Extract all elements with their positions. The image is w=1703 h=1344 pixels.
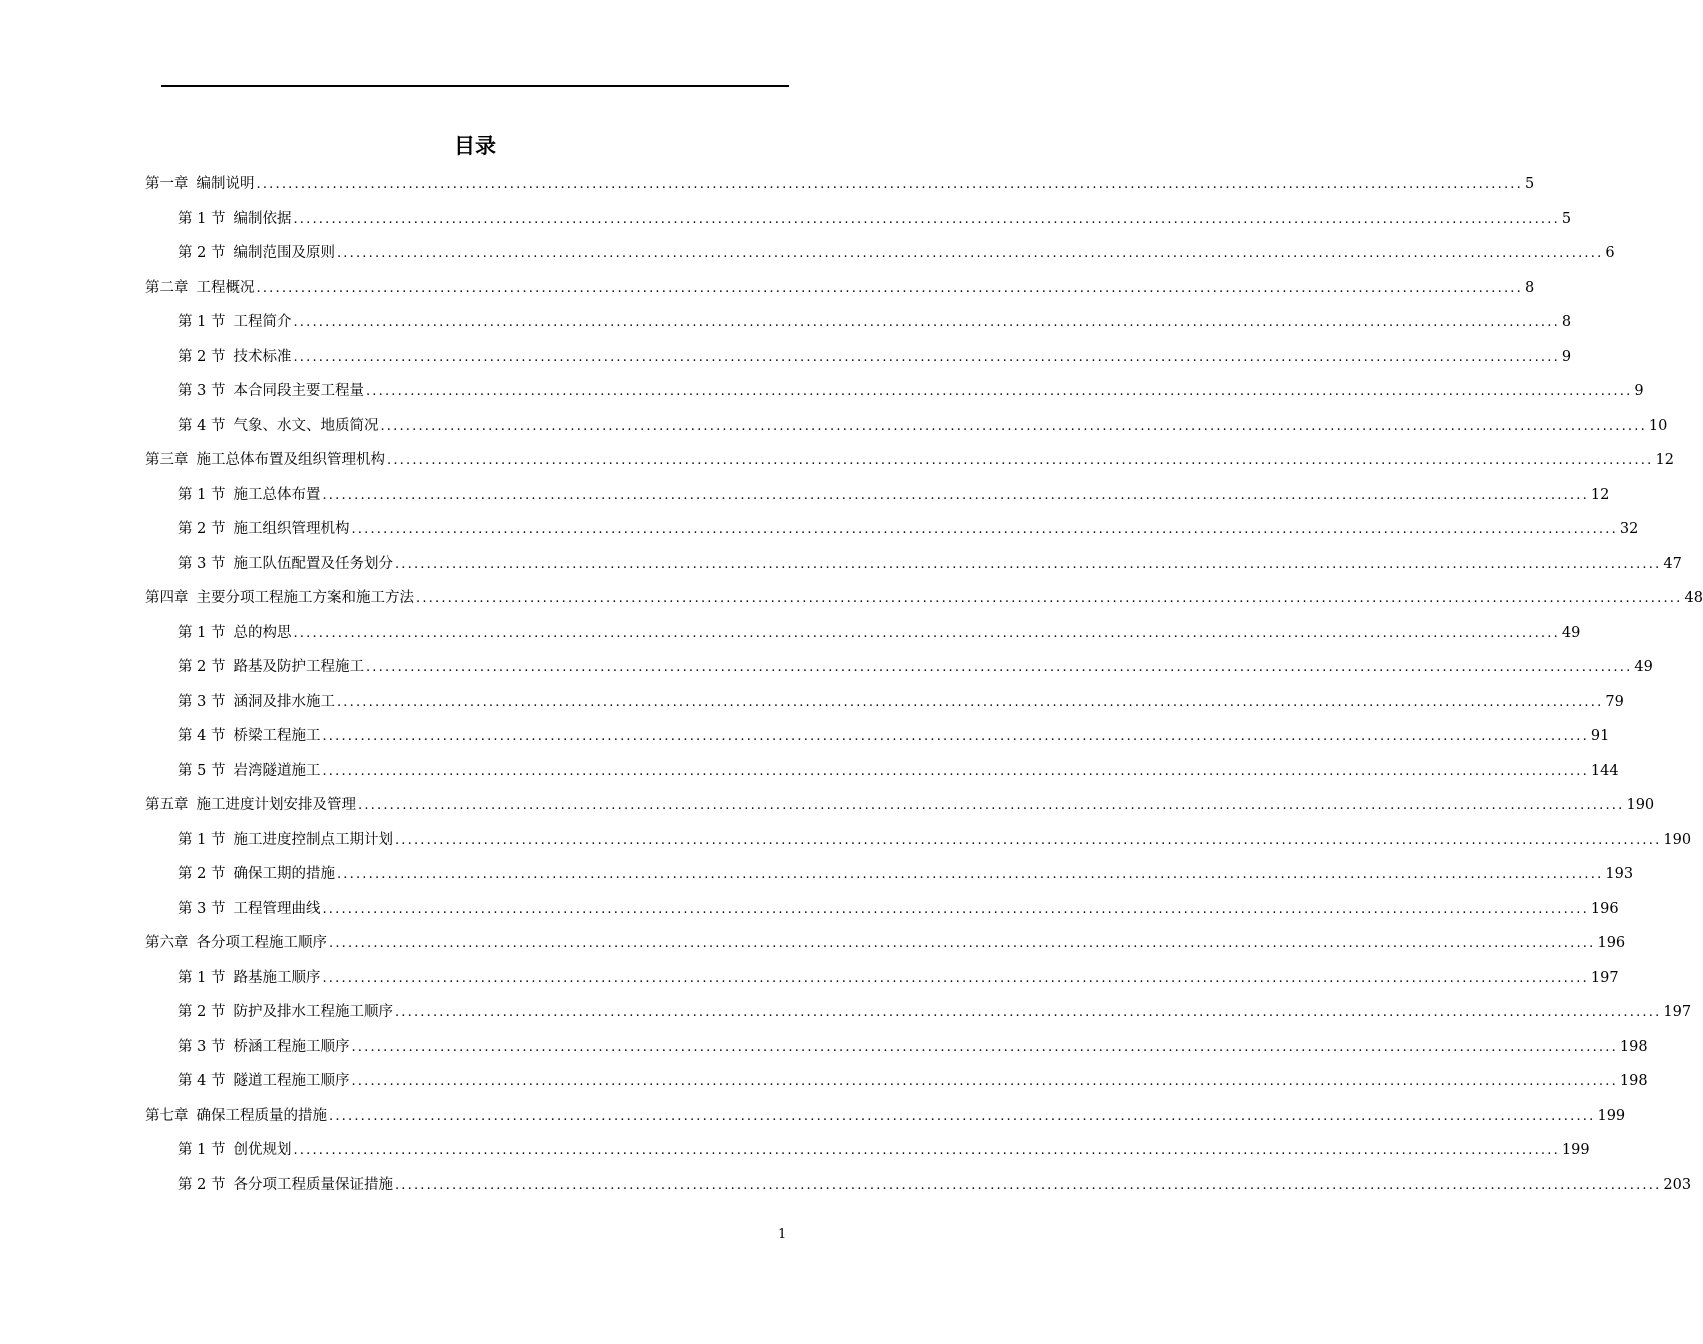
toc-entry-number: 第 2 节: [178, 659, 226, 675]
toc-entry-label: [178, 343, 291, 371]
toc-entry-label: [178, 653, 364, 681]
toc-dot-leader: ........................................................................................................................................................................................................: [322, 970, 1589, 986]
page-number: 1: [778, 1227, 787, 1242]
toc-entry-label: [145, 446, 385, 474]
toc-entry-text: 施工组织管理机构: [233, 521, 350, 537]
toc-entry-number: 第二章: [145, 279, 189, 296]
toc-dot-leader: ........................................................................................................................................................................................................: [358, 798, 1625, 813]
toc-entry-page: 32: [1619, 521, 1639, 537]
toc-entry-text: 工程概况: [196, 279, 255, 296]
toc-entry-page: 197: [1663, 1004, 1692, 1020]
toc-entry-label: [145, 791, 356, 819]
toc-entry-number: 第三章: [145, 452, 189, 468]
toc-section-entry[interactable]: [145, 895, 1619, 930]
toc-entry-text: 编制范围及原则: [233, 245, 335, 261]
toc-entry-number: 第 1 节: [178, 969, 226, 986]
toc-entry-label: [178, 239, 335, 267]
toc-entry-page: 8: [1524, 279, 1535, 296]
toc-entry-label: [145, 274, 255, 302]
toc-section-entry[interactable]: [145, 481, 1610, 516]
toc-entry-label: [145, 1102, 327, 1130]
toc-entry-label: [178, 722, 320, 750]
toc-dot-leader: ........................................................................................................................................................................................................: [394, 1005, 1662, 1020]
toc-chapter-entry[interactable]: [145, 274, 1535, 309]
toc-dot-leader: ........................................................................................................................................................................................................: [322, 487, 1589, 503]
toc-section-entry[interactable]: [145, 757, 1619, 792]
toc-entry-text: 防护及排水工程施工顺序: [233, 1004, 393, 1020]
toc-entry-number: 第 2 节: [178, 348, 226, 365]
toc-entry-label: [178, 998, 393, 1026]
toc-entry-label: [178, 1136, 291, 1164]
toc-entry-text: 施工总体布置: [233, 486, 321, 503]
toc-dot-leader: ........................................................................................................................................................................................................: [322, 729, 1589, 744]
toc-entry-label: [145, 584, 414, 612]
toc-entry-number: 第一章: [145, 176, 189, 192]
toc-entry-text: 桥涵工程施工顺序: [233, 1038, 350, 1055]
toc-dot-leader: ........................................................................................................................................................................................................: [293, 1143, 1560, 1158]
toc-entry-text: 路基及防护工程施工: [233, 659, 364, 675]
toc-entry-number: 第 3 节: [178, 383, 226, 399]
toc-entry-number: 第 1 节: [178, 1142, 226, 1158]
toc-entry-number: 第 4 节: [178, 728, 226, 744]
toc-entry-label: [178, 481, 320, 509]
toc-entry-page: 196: [1590, 900, 1619, 917]
toc-entry-label: [178, 757, 320, 785]
toc-entry-label: [178, 377, 364, 405]
toc-entry-page: 6: [1605, 245, 1615, 261]
toc-section-entry[interactable]: [145, 826, 1692, 861]
toc-entry-page: 49: [1634, 659, 1653, 675]
toc-entry-page: 8: [1561, 314, 1572, 330]
toc-entry-text: 岩湾隧道施工: [233, 762, 321, 779]
toc-dot-leader: ........................................................................................................................................................................................................: [365, 384, 1633, 399]
toc-entry-label: [178, 826, 393, 854]
toc-entry-number: 第 1 节: [178, 210, 226, 227]
toc-dot-leader: ........................................................................................................................................................................................................: [256, 280, 1523, 296]
toc-dot-leader: ........................................................................................................................................................................................................: [336, 867, 1604, 882]
toc-entry-label: [178, 688, 335, 716]
toc-section-entry[interactable]: [145, 860, 1634, 895]
toc-entry-text: 施工总体布置及组织管理机构: [196, 452, 385, 468]
toc-section-entry[interactable]: [145, 515, 1639, 550]
toc-entry-number: 第 3 节: [178, 900, 226, 917]
toc-entry-text: 创优规划: [233, 1142, 292, 1158]
toc-entry-label: [178, 205, 291, 233]
toc-section-entry[interactable]: [145, 964, 1619, 999]
toc-entry-text: 路基施工顺序: [233, 969, 321, 986]
toc-dot-leader: ........................................................................................................................................................................................................: [329, 936, 1596, 951]
toc-entry-page: 9: [1561, 348, 1572, 365]
toc-entry-number: 第 2 节: [178, 245, 226, 261]
toc-entry-number: 第 2 节: [178, 1004, 226, 1020]
toc-entry-text: 技术标准: [233, 348, 292, 365]
toc-chapter-entry[interactable]: [145, 170, 1535, 205]
toc-entry-page: 49: [1561, 624, 1581, 641]
toc-entry-number: 第 5 节: [178, 762, 226, 779]
toc-entry-text: 涵洞及排水施工: [233, 693, 335, 710]
toc-entry-text: 隧道工程施工顺序: [233, 1073, 350, 1089]
toc-section-entry[interactable]: [145, 1067, 1648, 1102]
toc-entry-number: 第 3 节: [178, 555, 226, 572]
toc-entry-text: 编制依据: [233, 210, 292, 227]
toc-dot-leader: ........................................................................................................................................................................................................: [329, 1108, 1596, 1124]
toc-entry-number: 第 3 节: [178, 1038, 226, 1055]
toc-entry-number: 第 2 节: [178, 1176, 226, 1193]
toc-dot-leader: ........................................................................................................................................................................................................: [351, 1039, 1618, 1055]
toc-dot-leader: ........................................................................................................................................................................................................: [336, 694, 1604, 710]
toc-chapter-entry[interactable]: [145, 929, 1626, 964]
toc-entry-page: 12: [1655, 452, 1674, 468]
toc-entry-page: 91: [1590, 728, 1610, 744]
toc-entry-page: 79: [1605, 693, 1624, 710]
toc-section-entry[interactable]: [145, 653, 1653, 688]
toc-entry-text: 各分项工程施工顺序: [196, 935, 327, 951]
toc-entry-label: [178, 895, 320, 923]
toc-entry-text: 施工进度计划安排及管理: [196, 797, 356, 813]
toc-entry-page: 47: [1663, 555, 1682, 572]
toc-dot-leader: ........................................................................................................................................................................................................: [322, 901, 1589, 917]
toc-dot-leader: ........................................................................................................................................................................................................: [351, 522, 1618, 537]
toc-entry-label: [178, 964, 320, 992]
toc-section-entry[interactable]: [145, 1033, 1648, 1068]
toc-entry-number: 第 2 节: [178, 521, 226, 537]
toc-dot-leader: ........................................................................................................................................................................................................: [293, 211, 1560, 227]
toc-dot-leader: ........................................................................................................................................................................................................: [394, 556, 1662, 572]
toc-dot-leader: ........................................................................................................................................................................................................: [380, 418, 1647, 434]
toc-entry-page: 203: [1663, 1176, 1692, 1193]
toc-entry-page: 197: [1590, 969, 1619, 986]
toc-section-entry[interactable]: [145, 550, 1682, 585]
toc-section-entry[interactable]: [145, 688, 1624, 723]
toc-entry-page: 5: [1561, 210, 1572, 227]
toc-entry-number: 第五章: [145, 797, 189, 813]
toc-entry-number: 第 1 节: [178, 624, 226, 641]
toc-entry-label: [178, 860, 335, 888]
toc-entry-page: 10: [1648, 417, 1668, 434]
toc-dot-leader: ........................................................................................................................................................................................................: [394, 1177, 1662, 1193]
toc-dot-leader: ........................................................................................................................................................................................................: [293, 625, 1560, 641]
toc-section-entry[interactable]: [145, 998, 1692, 1033]
header-rule: [161, 85, 789, 87]
toc-section-entry[interactable]: [145, 308, 1572, 343]
toc-entry-page: 48: [1684, 590, 1703, 606]
toc-entry-text: 主要分项工程施工方案和施工方法: [196, 590, 414, 606]
toc-entry-page: 199: [1561, 1142, 1590, 1158]
toc-entry-number: 第七章: [145, 1107, 189, 1124]
toc-entry-text: 桥梁工程施工: [233, 728, 321, 744]
toc-section-entry[interactable]: [145, 619, 1581, 654]
toc-entry-number: 第六章: [145, 935, 189, 951]
toc-chapter-entry[interactable]: [145, 791, 1655, 826]
toc-entry-text: 各分项工程质量保证措施: [233, 1176, 393, 1193]
toc-entry-number: 第 1 节: [178, 486, 226, 503]
toc-entry-number: 第 1 节: [178, 314, 226, 330]
toc-entry-text: 气象、水文、地质简况: [233, 417, 379, 434]
toc-entry-label: [178, 619, 291, 647]
toc-dot-leader: ........................................................................................................................................................................................................: [293, 349, 1560, 365]
toc-entry-number: 第 2 节: [178, 866, 226, 882]
toc-entry-label: [178, 308, 291, 336]
toc-dot-leader: ........................................................................................................................................................................................................: [293, 315, 1560, 330]
toc-entry-label: [145, 170, 255, 198]
toc-dot-leader: ........................................................................................................................................................................................................: [351, 1074, 1618, 1089]
toc-entry-number: 第四章: [145, 590, 189, 606]
toc-chapter-entry[interactable]: [145, 584, 1703, 619]
toc-dot-leader: ........................................................................................................................................................................................................: [336, 246, 1604, 261]
toc-dot-leader: ........................................................................................................................................................................................................: [394, 832, 1662, 848]
toc-entry-label: [178, 1171, 393, 1199]
toc-entry-page: 190: [1663, 831, 1692, 848]
toc-title: 目录: [454, 134, 496, 158]
toc-entry-page: 196: [1597, 935, 1626, 951]
toc-entry-text: 工程管理曲线: [233, 900, 321, 917]
toc-section-entry[interactable]: [145, 377, 1644, 412]
toc-section-entry[interactable]: [145, 1136, 1590, 1171]
toc-chapter-entry[interactable]: [145, 446, 1674, 481]
toc-chapter-entry[interactable]: [145, 1102, 1626, 1137]
toc-entry-text: 本合同段主要工程量: [233, 383, 364, 399]
toc-entry-page: 12: [1590, 486, 1610, 503]
toc-entry-text: 编制说明: [196, 176, 255, 192]
toc-entry-text: 总的构思: [233, 624, 292, 641]
toc-entry-label: [178, 1033, 349, 1061]
toc-entry-number: 第 4 节: [178, 417, 226, 434]
toc-entry-text: 施工队伍配置及任务划分: [233, 555, 393, 572]
toc-section-entry[interactable]: [145, 343, 1572, 378]
toc-dot-leader: ........................................................................................................................................................................................................: [256, 177, 1523, 192]
toc-entry-number: 第 3 节: [178, 693, 226, 710]
toc-entry-text: 确保工程质量的措施: [196, 1107, 327, 1124]
toc-dot-leader: ........................................................................................................................................................................................................: [416, 591, 1683, 606]
toc-dot-leader: ........................................................................................................................................................................................................: [322, 763, 1589, 779]
toc-section-entry[interactable]: [145, 1171, 1692, 1206]
toc-entry-label: [178, 1067, 349, 1095]
toc-list: [145, 170, 1703, 1205]
toc-entry-page: 9: [1634, 383, 1644, 399]
toc-section-entry[interactable]: [145, 412, 1668, 447]
toc-entry-page: 144: [1590, 762, 1619, 779]
toc-entry-text: 确保工期的措施: [233, 866, 335, 882]
toc-dot-leader: ........................................................................................................................................................................................................: [365, 660, 1633, 675]
toc-entry-text: 工程简介: [233, 314, 292, 330]
toc-dot-leader: ........................................................................................................................................................................................................: [387, 453, 1654, 468]
toc-section-entry[interactable]: [145, 239, 1615, 274]
toc-entry-text: 施工进度控制点工期计划: [233, 831, 393, 848]
toc-entry-page: 193: [1605, 866, 1634, 882]
toc-section-entry[interactable]: [145, 205, 1572, 240]
toc-entry-page: 5: [1524, 176, 1535, 192]
toc-entry-number: 第 4 节: [178, 1073, 226, 1089]
toc-entry-page: 198: [1619, 1073, 1648, 1089]
toc-entry-page: 190: [1626, 797, 1655, 813]
toc-entry-label: [178, 515, 349, 543]
toc-entry-number: 第 1 节: [178, 831, 226, 848]
toc-entry-page: 198: [1619, 1038, 1648, 1055]
toc-entry-page: 199: [1597, 1107, 1626, 1124]
toc-entry-label: [145, 929, 327, 957]
toc-entry-label: [178, 412, 378, 440]
toc-entry-label: [178, 550, 393, 578]
toc-section-entry[interactable]: [145, 722, 1610, 757]
